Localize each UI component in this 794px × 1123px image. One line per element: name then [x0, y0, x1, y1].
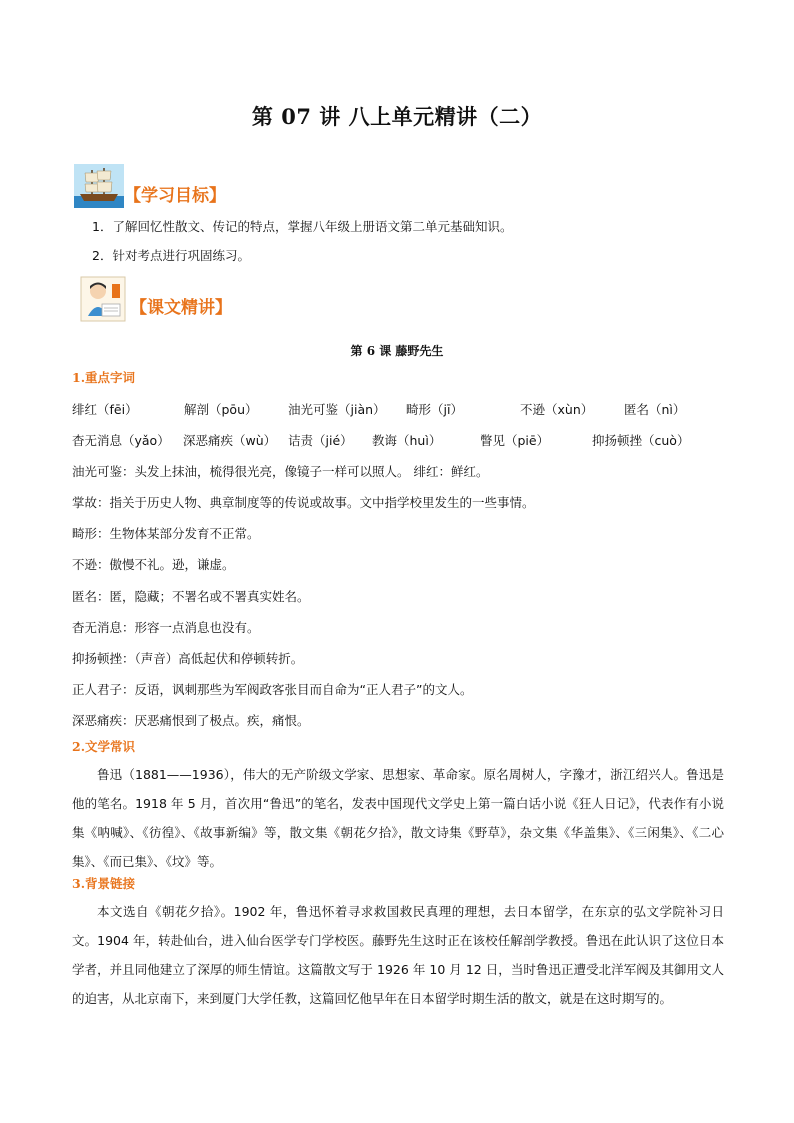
vocab-item: 不逊（xùn） [520, 402, 594, 417]
goal-item-2: 2．针对考点进行巩固练习。 [92, 248, 250, 263]
background-heading: 3.背景链接 [72, 876, 136, 891]
definition-line: 掌故：指关于历史人物、典章制度等的传说或故事。文中指学校里发生的一些事情。 [72, 495, 535, 510]
lesson-title: 第 6 课 藤野先生 [350, 344, 444, 358]
vocab-item: 油光可鉴（jiàn） [288, 402, 386, 417]
text-explain-heading: 【课文精讲】 [130, 298, 232, 318]
goals-heading: 【学习目标】 [124, 186, 226, 206]
goal-item-1: 1．了解回忆性散文、传记的特点，掌握八年级上册语文第二单元基础知识。 [92, 219, 513, 234]
vocab-item: 绯红（fēi） [72, 402, 138, 417]
vocab-item: 畸形（jī） [406, 402, 463, 417]
definition-line: 杳无消息：形容一点消息也没有。 [72, 620, 260, 635]
definition-line: 正人君子：反语，讽刺那些为军阀政客张目而自命为“正人君子”的文人。 [72, 682, 473, 697]
vocab-row [72, 431, 732, 449]
text-explain-header [80, 276, 232, 320]
goals-header [74, 164, 226, 208]
page-title: 第 07 讲 八上单元精讲（二） [251, 104, 543, 129]
vocab-item: 深恶痛疾（wù） [183, 433, 277, 448]
definition-line: 抑扬顿挫：（声音）高低起伏和停顿转折。 [72, 651, 304, 666]
background-paragraph: 本文选自《朝花夕拾》。1902 年，鲁迅怀着寻求救国救民真理的理想，去日本留学，在东京的弘文学院补习日文。1904 年，转赴仙台，进入仙台医学专门学校医。藤野先生这时正在该校任解剖学教授。鲁迅在此认识了这位日本学者，并且同他建立了深厚的师生情谊。这篇散文写于 1926 年 10 月 12 日，当时鲁迅正遭受北洋军阀及其御用文人的迫害，从北京南下，来到厦门大学任教，这篇回忆他早年在日本留学时期生活的散文，就是在这时期写的。 [72, 904, 724, 1006]
vocab-item: 教诲（huì） [372, 433, 442, 448]
definition-line: 不逊：傲慢不礼。逊，谦虚。 [72, 557, 235, 572]
vocab-heading: 1.重点字词 [72, 370, 136, 385]
student-reading-icon [80, 276, 128, 320]
ship-icon [74, 164, 122, 208]
literature-paragraph: 鲁迅（1881——1936），伟大的无产阶级文学家、思想家、革命家。原名周树人，字豫才，浙江绍兴人。鲁迅是他的笔名。1918 年 5 月，首次用“鲁迅”的笔名，发表中国现代文学史上第一篇白话小说《狂人日记》，代表作有小说集《呐喊》、《彷徨》、《故事新编》等，散文集《朝花夕拾》，散文诗集《野草》，杂文集《华盖集》、《三闲集》、《二心集》、《而已集》、《坟》等。 [72, 767, 724, 869]
definition-line: 油光可鉴：头发上抹油，梳得很光亮，像镜子一样可以照人。 绯红：鲜红。 [72, 464, 489, 479]
definition-line: 畸形：生物体某部分发育不正常。 [72, 526, 260, 541]
vocab-item: 抑扬顿挫（cuò） [592, 433, 690, 448]
vocab-item: 诘责（jié） [288, 433, 353, 448]
definition-line: 深恶痛疾：厌恶痛恨到了极点。疾，痛恨。 [72, 713, 310, 728]
vocab-item: 杳无消息（yǎo） [72, 433, 170, 448]
vocab-row [72, 400, 732, 418]
vocab-item: 解剖（pōu） [184, 402, 258, 417]
vocab-item: 瞥见（piē） [480, 433, 550, 448]
definition-line: 匿名：匿，隐藏；不署名或不署真实姓名。 [72, 589, 310, 604]
literature-heading: 2.文学常识 [72, 739, 136, 754]
vocab-item: 匿名（nì） [624, 402, 686, 417]
